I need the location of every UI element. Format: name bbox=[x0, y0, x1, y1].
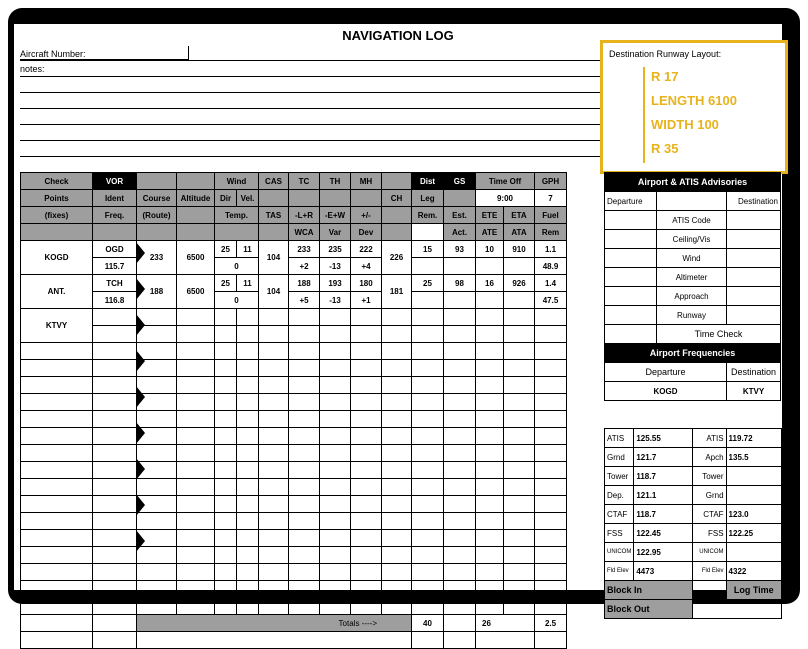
header-cas-blank bbox=[259, 190, 289, 207]
header-tc-blank bbox=[289, 190, 320, 207]
gph-leg-value: 1.1 bbox=[535, 241, 567, 258]
header-fix-blank bbox=[21, 224, 93, 241]
th-value: 235 bbox=[320, 241, 351, 258]
fuel-rem-value: 48.9 bbox=[535, 258, 567, 275]
route-arrow-icon bbox=[136, 386, 145, 408]
vor-ident: OGD bbox=[93, 241, 137, 258]
freq-dest-value: 135.5 bbox=[726, 448, 781, 467]
notes-line bbox=[20, 60, 600, 61]
header-wind-blank3 bbox=[215, 224, 259, 241]
freq-dest-value: 4322 bbox=[726, 562, 781, 581]
altitude-value: 6500 bbox=[177, 241, 215, 275]
wca-value: +5 bbox=[289, 292, 320, 309]
totals-dist: 40 bbox=[412, 615, 444, 632]
adv-row-label: ATIS Code bbox=[657, 211, 727, 230]
notes-line bbox=[20, 156, 600, 157]
header-ata: ATA bbox=[504, 224, 535, 241]
freq-dep-label: Grnd bbox=[605, 448, 634, 467]
route-arrow-icon bbox=[136, 530, 145, 552]
ch-value: 226 bbox=[382, 241, 412, 275]
route-arrow-icon bbox=[136, 350, 145, 372]
totals-label: Totals ----> bbox=[137, 615, 412, 632]
fix-ktvy: KTVY bbox=[21, 309, 93, 343]
gph-value: 7 bbox=[535, 190, 567, 207]
header-wind: Wind bbox=[215, 173, 259, 190]
header-tc: TC bbox=[289, 173, 320, 190]
freq-dep-label: UNICOM bbox=[605, 543, 634, 562]
dev-value: +4 bbox=[351, 258, 382, 275]
wind-vel-value: 11 bbox=[237, 275, 259, 292]
fuel-rem-value: 47.5 bbox=[535, 292, 567, 309]
header-vor-blank bbox=[93, 224, 137, 241]
ch-value: 181 bbox=[382, 275, 412, 309]
aircraft-number-label: Aircraft Number: bbox=[20, 49, 86, 59]
freq-dep-value: 118.7 bbox=[634, 505, 692, 524]
route-arrow-icon bbox=[136, 314, 145, 336]
var-value: -13 bbox=[320, 292, 351, 309]
header-alt-blank3 bbox=[177, 224, 215, 241]
freq-destination-label: Destination bbox=[727, 363, 781, 382]
fix-kogd: KOGD bbox=[21, 241, 93, 275]
header-th-blank bbox=[320, 190, 351, 207]
header-wind-dir: Dir bbox=[215, 190, 237, 207]
freq-dep-label: Dep. bbox=[605, 486, 634, 505]
eta-value: 926 bbox=[504, 275, 535, 292]
dist-value: 15 bbox=[412, 241, 444, 258]
header-check: Check bbox=[21, 173, 93, 190]
freq-dest-label: ATIS bbox=[692, 429, 726, 448]
temp-value: 0 bbox=[215, 258, 259, 275]
header-altitude-blank bbox=[177, 173, 215, 190]
ete-value: 10 bbox=[476, 241, 504, 258]
log-time-label: Log Time bbox=[726, 581, 781, 600]
freq-dest-value: 123.0 bbox=[726, 505, 781, 524]
ata-cell bbox=[504, 258, 535, 275]
freq-dep-label: Fld Elev bbox=[605, 562, 634, 581]
header-ch-blank3 bbox=[382, 224, 412, 241]
dist-value: 25 bbox=[412, 275, 444, 292]
runway-item: R 17 bbox=[651, 69, 679, 84]
header-dev: Dev bbox=[351, 224, 382, 241]
header-points: Points bbox=[21, 190, 93, 207]
runway-item: LENGTH 6100 bbox=[651, 93, 737, 108]
header-act: Act. bbox=[444, 224, 476, 241]
freq-dest-value bbox=[726, 467, 781, 486]
route-arrow-icon bbox=[136, 422, 145, 444]
notes-line bbox=[20, 92, 600, 93]
header-tas: TAS bbox=[259, 207, 289, 224]
altitude-value: 6500 bbox=[177, 275, 215, 309]
header-lr: -L+R bbox=[289, 207, 320, 224]
temp-value: 0 bbox=[215, 292, 259, 309]
header-ch-blank bbox=[382, 173, 412, 190]
act-cell bbox=[444, 258, 476, 275]
header-mh-blank bbox=[351, 190, 382, 207]
totals-ete: 26 bbox=[476, 615, 535, 632]
navigation-log-table bbox=[20, 172, 567, 649]
vor-freq: 116.8 bbox=[93, 292, 137, 309]
header-course-blank bbox=[137, 173, 177, 190]
wca-value: +2 bbox=[289, 258, 320, 275]
header-eta: ETA bbox=[504, 207, 535, 224]
adv-row-label: Approach bbox=[657, 287, 727, 306]
freq-dest-label: FSS bbox=[692, 524, 726, 543]
runway-bar bbox=[643, 67, 645, 163]
dev-value: +1 bbox=[351, 292, 382, 309]
block-out-label: Block Out bbox=[605, 600, 693, 619]
freq-dep-value: 121.1 bbox=[634, 486, 692, 505]
freq-dest-value: 122.25 bbox=[726, 524, 781, 543]
cas-value: 104 bbox=[259, 275, 289, 309]
totals-blank bbox=[21, 615, 93, 632]
freq-departure-label: Departure bbox=[605, 363, 727, 382]
header-ate: ATE bbox=[476, 224, 504, 241]
header-th: TH bbox=[320, 173, 351, 190]
cas-value: 104 bbox=[259, 241, 289, 275]
route-arrow-icon bbox=[136, 494, 145, 516]
rem-cell bbox=[412, 258, 444, 275]
notes-line bbox=[20, 140, 600, 141]
mh-value: 180 bbox=[351, 275, 382, 292]
header-gs: GS bbox=[444, 173, 476, 190]
time-off-value: 9:00 bbox=[476, 190, 535, 207]
header-pm: +/- bbox=[351, 207, 382, 224]
frequencies-title: Airport Frequencies bbox=[605, 344, 781, 363]
frequencies-table bbox=[604, 428, 782, 619]
notes-label: notes: bbox=[20, 64, 45, 74]
vor-ident: TCH bbox=[93, 275, 137, 292]
advisories-title: Airport & ATIS Advisories bbox=[605, 173, 781, 192]
header-fuel: Fuel bbox=[535, 207, 567, 224]
totals-blank bbox=[93, 615, 137, 632]
notes-line bbox=[20, 76, 600, 77]
freq-dep-value: 122.95 bbox=[634, 543, 692, 562]
freq-dest-label: CTAF bbox=[692, 505, 726, 524]
dest-airport: KTVY bbox=[727, 382, 781, 401]
freq-dest-value: 119.72 bbox=[726, 429, 781, 448]
header-course-blank3 bbox=[137, 224, 177, 241]
freq-dest-label: UNICOM bbox=[692, 543, 726, 562]
header-var: Var bbox=[320, 224, 351, 241]
freq-dest-label: Apch bbox=[692, 448, 726, 467]
freq-dest-value bbox=[726, 486, 781, 505]
var-value: -13 bbox=[320, 258, 351, 275]
header-temp: Temp. bbox=[215, 207, 259, 224]
mh-value: 222 bbox=[351, 241, 382, 258]
header-est: Est. bbox=[444, 207, 476, 224]
freq-dep-label: Tower bbox=[605, 467, 634, 486]
header-cas-blank3 bbox=[259, 224, 289, 241]
runway-item: WIDTH 100 bbox=[651, 117, 719, 132]
freq-dep-label: CTAF bbox=[605, 505, 634, 524]
wind-dir-value: 25 bbox=[215, 275, 237, 292]
header-altitude-blank2 bbox=[177, 207, 215, 224]
header-ch: CH bbox=[382, 190, 412, 207]
runway-layout-title: Destination Runway Layout: bbox=[609, 49, 722, 59]
adv-row-label: Runway bbox=[657, 306, 727, 325]
freq-dep-value: 118.7 bbox=[634, 467, 692, 486]
log-title: NAVIGATION LOG bbox=[342, 28, 454, 43]
tc-value: 188 bbox=[289, 275, 320, 292]
adv-destination-label: Destination bbox=[727, 192, 781, 211]
totals-fuel: 2.5 bbox=[535, 615, 567, 632]
header-rem: Rem. bbox=[412, 207, 444, 224]
runway-item: R 35 bbox=[651, 141, 679, 156]
time-check-label: Time Check bbox=[657, 325, 781, 344]
gph-leg-value: 1.4 bbox=[535, 275, 567, 292]
fix-ant: ANT. bbox=[21, 275, 93, 309]
vor-freq: 115.7 bbox=[93, 258, 137, 275]
course-value: 233 bbox=[137, 241, 177, 275]
header-ch-blank2 bbox=[382, 207, 412, 224]
header-wind-vel: Vel. bbox=[237, 190, 259, 207]
route-arrow-icon bbox=[136, 242, 145, 264]
header-leg: Leg bbox=[412, 190, 444, 207]
header-freq: Freq. bbox=[93, 207, 137, 224]
advisories-table bbox=[604, 172, 781, 401]
header-vor: VOR bbox=[93, 173, 137, 190]
header-time-off: Time Off bbox=[476, 173, 535, 190]
freq-dep-value: 4473 bbox=[634, 562, 692, 581]
header-fixes: (fixes) bbox=[21, 207, 93, 224]
adv-departure-label: Departure bbox=[605, 192, 657, 211]
notes-line bbox=[20, 108, 600, 109]
rem-blank bbox=[412, 224, 444, 241]
act-cell bbox=[444, 292, 476, 309]
notes-line bbox=[20, 124, 600, 125]
header-ew: -E+W bbox=[320, 207, 351, 224]
dep-airport: KOGD bbox=[605, 382, 727, 401]
eta-value: 910 bbox=[504, 241, 535, 258]
adv-row-label: Ceiling/Vis bbox=[657, 230, 727, 249]
route-arrow-icon bbox=[136, 458, 145, 480]
wind-dir-value: 25 bbox=[215, 241, 237, 258]
ata-cell bbox=[504, 292, 535, 309]
header-rem-fuel: Rem bbox=[535, 224, 567, 241]
freq-dest-label: Fld Elev bbox=[692, 562, 726, 581]
freq-dep-value: 122.45 bbox=[634, 524, 692, 543]
th-value: 193 bbox=[320, 275, 351, 292]
adv-row-label: Wind bbox=[657, 249, 727, 268]
gs-value: 93 bbox=[444, 241, 476, 258]
block-in-label: Block In bbox=[605, 581, 693, 600]
header-gph: GPH bbox=[535, 173, 567, 190]
destination-runway-layout bbox=[600, 40, 788, 174]
ate-cell bbox=[476, 258, 504, 275]
header-ident: Ident bbox=[93, 190, 137, 207]
totals-gs bbox=[444, 615, 476, 632]
route-arrow-icon bbox=[136, 278, 145, 300]
freq-dest-value bbox=[726, 543, 781, 562]
header-route: (Route) bbox=[137, 207, 177, 224]
freq-dep-label: FSS bbox=[605, 524, 634, 543]
header-course: Course bbox=[137, 190, 177, 207]
freq-dest-label: Grnd bbox=[692, 486, 726, 505]
freq-dep-label: ATIS bbox=[605, 429, 634, 448]
header-mh: MH bbox=[351, 173, 382, 190]
header-cas: CAS bbox=[259, 173, 289, 190]
header-ete: ETE bbox=[476, 207, 504, 224]
freq-dep-value: 125.55 bbox=[634, 429, 692, 448]
freq-dest-label: Tower bbox=[692, 467, 726, 486]
gs-value: 98 bbox=[444, 275, 476, 292]
adv-row-label: Altimeter bbox=[657, 268, 727, 287]
header-gs-blank bbox=[444, 190, 476, 207]
ate-cell bbox=[476, 292, 504, 309]
rem-cell bbox=[412, 292, 444, 309]
tc-value: 233 bbox=[289, 241, 320, 258]
freq-dep-value: 121.7 bbox=[634, 448, 692, 467]
header-dist: Dist bbox=[412, 173, 444, 190]
wind-vel-value: 11 bbox=[237, 241, 259, 258]
header-wca: WCA bbox=[289, 224, 320, 241]
ete-value: 16 bbox=[476, 275, 504, 292]
course-value: 188 bbox=[137, 275, 177, 309]
header-altitude: Altitude bbox=[177, 190, 215, 207]
navigation-log-sheet bbox=[14, 24, 782, 628]
